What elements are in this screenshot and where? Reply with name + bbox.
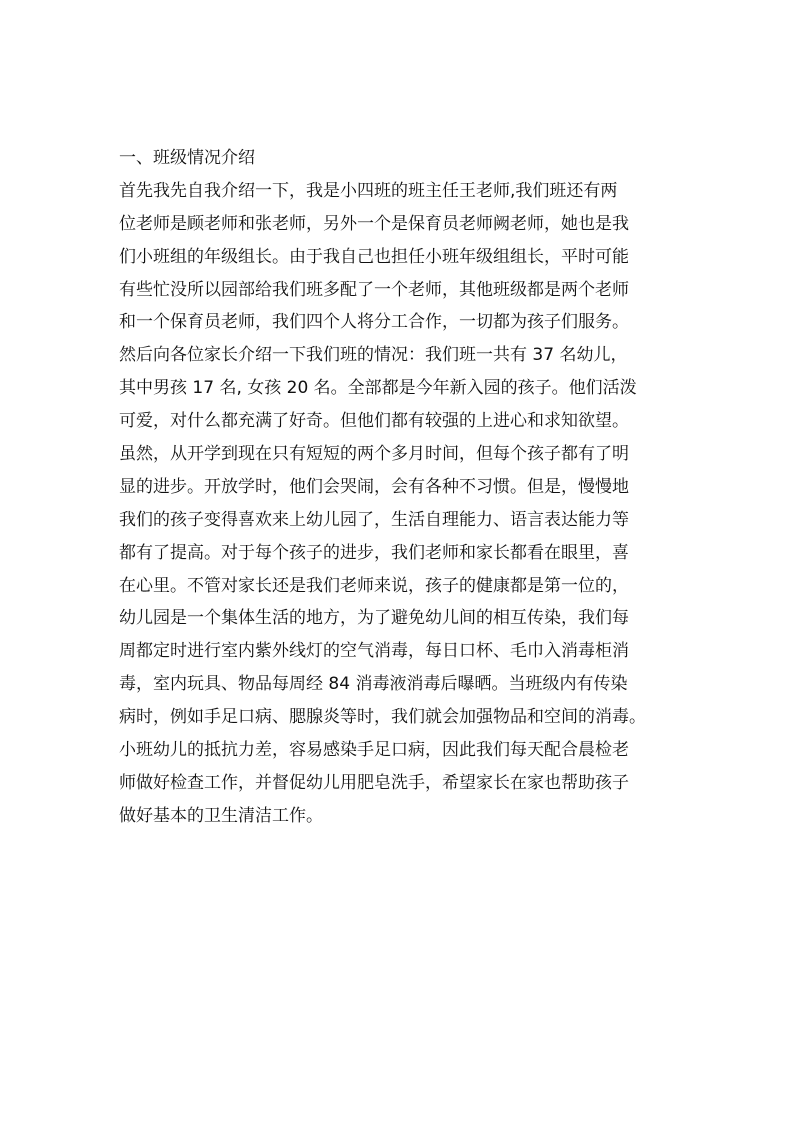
document-body	[119, 142, 679, 833]
paragraph-line: 都有了提高。对于每个孩子的进步，我们老师和家长都看在眼里，喜	[119, 542, 629, 563]
paragraph-line: 小班幼儿的抵抗力差，容易感染手足口病，因此我们每天配合晨检老	[119, 740, 629, 761]
paragraph-line: 首先我先自我介绍一下，我是小四班的班主任王老师,我们班还有两	[119, 180, 618, 201]
paragraph-line: 有些忙没所以园部给我们班多配了一个老师，其他班级都是两个老师	[119, 279, 629, 300]
paragraph-line: 我们的孩子变得喜欢来上幼儿园了，生活自理能力、语言表达能力等	[119, 509, 629, 530]
paragraph-line: 其中男孩 17 名, 女孩 20 名。全部都是今年新入园的孩子。他们活泼	[119, 378, 637, 399]
paragraph-line: 做好基本的卫生清洁工作。	[119, 805, 323, 826]
paragraph-line: 们小班组的年级组长。由于我自己也担任小班年级组组长，平时可能	[119, 246, 629, 267]
paragraph-line: 然后向各位家长介绍一下我们班的情况：我们班一共有 37 名幼儿，	[119, 345, 628, 366]
paragraph-line: 可爱，对什么都充满了好奇。但他们都有较强的上进心和求知欲望。	[119, 411, 629, 432]
paragraph-line: 幼儿园是一个集体生活的地方，为了避免幼儿间的相互传染，我们每	[119, 608, 629, 629]
paragraph-line: 师做好检查工作，并督促幼儿用肥皂洗手，希望家长在家也帮助孩子	[119, 772, 629, 793]
paragraph-line: 病时，例如手足口病、腮腺炎等时，我们就会加强物品和空间的消毒。	[119, 707, 646, 728]
section-heading: 一、班级情况介绍	[119, 148, 255, 168]
paragraph-line: 周都定时进行室内紫外线灯的空气消毒，每日口杯、毛巾入消毒柜消	[119, 641, 629, 662]
paragraph-line: 位老师是顾老师和张老师，另外一个是保育员老师阙老师，她也是我	[119, 213, 629, 234]
paragraph-line: 虽然，从开学到现在只有短短的两个多月时间，但每个孩子都有了明	[119, 444, 629, 465]
paragraph-line: 在心里。不管对家长还是我们老师来说，孩子的健康都是第一位的，	[119, 575, 629, 596]
paragraph-line: 和一个保育员老师，我们四个人将分工合作，一切都为孩子们服务。	[119, 312, 629, 333]
paragraph-line: 显的进步。开放学时，他们会哭闹，会有各种不习惯。但是，慢慢地	[119, 476, 629, 497]
paragraph-line: 毒，室内玩具、物品每周经 84 消毒液消毒后曝晒。当班级内有传染	[119, 674, 628, 695]
